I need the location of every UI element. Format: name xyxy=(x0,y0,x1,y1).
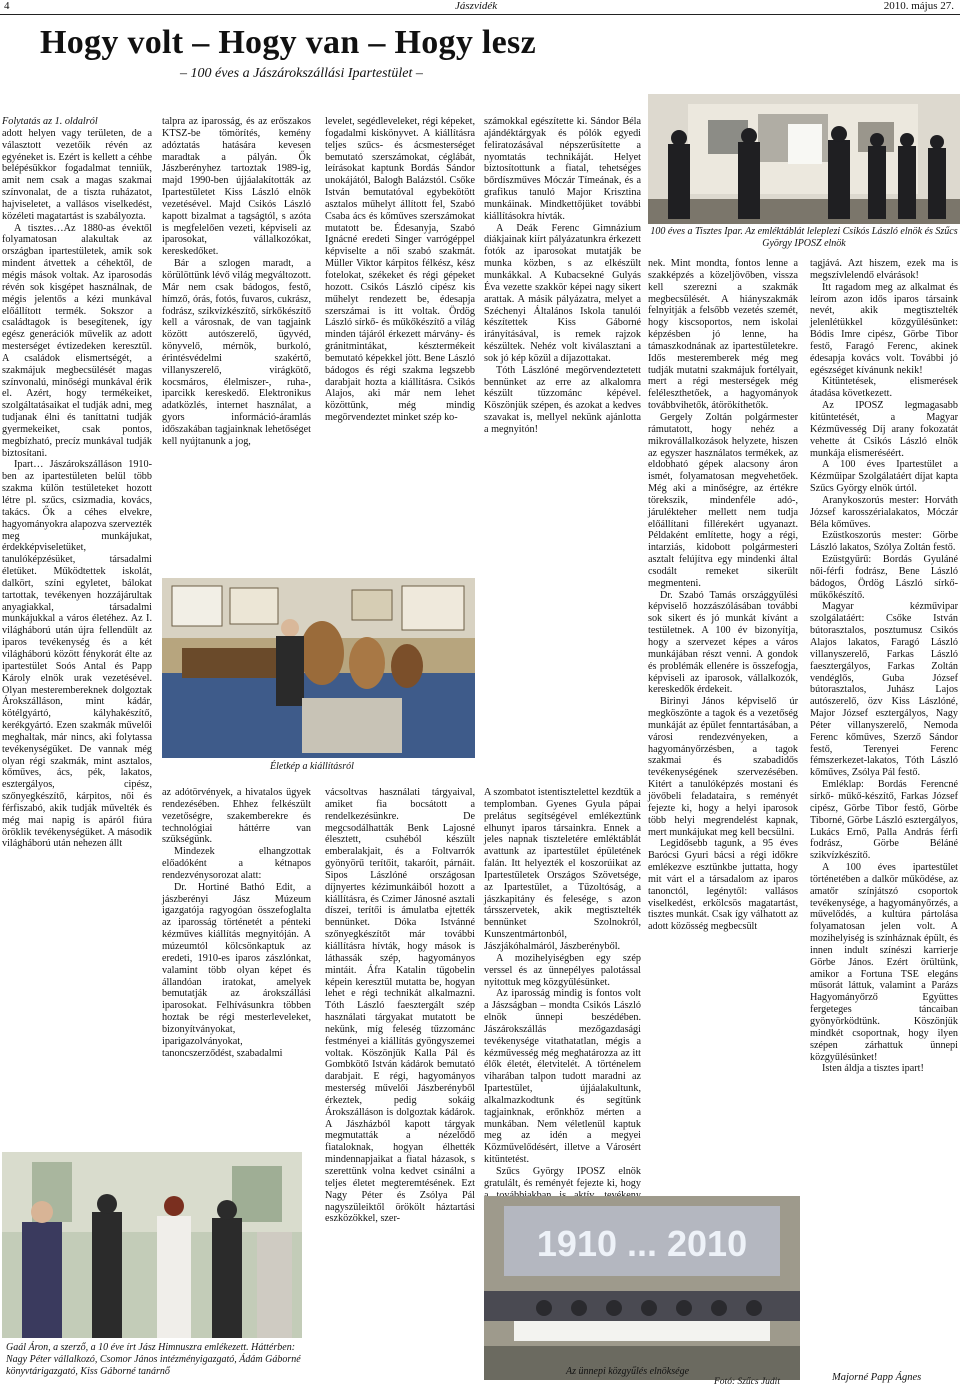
article-column-2b xyxy=(162,787,311,1137)
paragraph: Kitüntetések, elismerések átadása következett. xyxy=(810,376,958,400)
assembly-photo-image xyxy=(484,1196,800,1380)
article-subtitle: – 100 éves a Jászárokszállási Ipartestület – xyxy=(180,66,423,81)
paragraph: Az IPOSZ legmagasabb kitüntetését, a Magyar Kézművesség Díj arany fokozatát vehette át Csikós László elnök munkája elismeréséért. xyxy=(810,400,958,459)
exhibition-caption: Életkép a kiállításról xyxy=(270,761,354,772)
paragraph: nek. Mint mondta, fontos lenne a szakképzés a közeljövőben, vissza kell szerezni a szakmák megbecsülését. A hiányszakmák felnyitják a felsőbb vezetés szemét, hogy kiscsoportos, nem iskolai képzésben jó lenne, ha támaszkodnának az ipartestületekre. Idős mesteremberek még meg tudják mutatni szakmájuk fortélyait, mert a régi mesterségek még feléleszthetőek, a hagyományok továbbvihetők, átörökíthetők. xyxy=(648,258,798,412)
page-header xyxy=(0,0,960,15)
paragraph: A Deák Ferenc Gimnázium diákjainak kiírt pályázatunkra érkezett fotók az iparosokat mutatják be munka közben, s az elkészült munkákkal. A Kubacsekné Gulyás Éva vezette szakkör képei nagy sikert arattak. A másik pályázatra, melyet a Széchenyi Általános Iskola tanulói készítettek Kiss Gáborné irányításával, is remek rajzok készültek. Nehéz volt kiválasztani a sok jó kép közül a díjazottakat. xyxy=(484,222,641,364)
article-title: Hogy volt – Hogy van – Hogy lesz xyxy=(40,24,536,61)
article-author: Majorné Papp Ágnes xyxy=(832,1372,922,1383)
paragraph: Bár a szlogen maradt, a körülöttünk lévő világ megváltozott. Már nem csak bádogos, festő, hímző, órás, fotós, fuvaros, cukrász, fodrász, szikvízkészítő, sírkőkészítő kell a városnak, de van tagjaink között autószerelő, ügyvéd, könyvelő, mérnök, burkoló, érintésvédelmi szakértő, villanyszerelő, virágkötő, kocsmáros, élelmiszer-, ruha-, iparcikk kereskedő. Elektronikus adatközlés, internet használat, a gyors információ-áramlás időszakában tagjainknak lehetőséget kell nyújtanunk a jog, xyxy=(162,258,311,447)
paragraph: A mozihelyiségben egy szép verssel és az ünnepélyes palotással nyitottuk meg közgyűlésünket. xyxy=(484,952,641,988)
paragraph: Szűcs György IPOSZ elnök gratulált, és reményét fejezte ki, hogy xyxy=(484,1166,641,1189)
paragraph: Gergely Zoltán polgármester rámutatott, hogy nehéz a mikrovállalkozások helyzete, hiszen az egyszer használatos termékek, az eldobható gépek alacsony áron ismét, folyamatosan megvehetőek. Még aki a minőségre, az értékre törekszik, mindenféle adó-, járulékteher mellett nem tudja előállítani fillérekért ugyanazt. Példaként említette, hogy a régi, intarziás, kidobott polgármesteri asztalt felújítva egy mindenki által csodált remeket sikerült megmenteni. xyxy=(648,411,798,589)
paragraph: Dr. Hortiné Bathó Edit, a jászberényi Jász Múzeum igazgatója ragyogóan összefoglalta az iparosság történetét a pénteki kézműves kiállítás megnyitóján. A múzeumtól kölcsönkaptuk az eredeti, 1910-es iparos zászlónkat, valamint több olyan képet és állandóan iratokat, amelyek bemutatják az árokszállási iparosokat. Felhívásunkra többen hoztak be régi mesterleveleket, bizonyítványokat, iparigazolványokat, tanoncszerződést, szabadalmi xyxy=(162,881,311,1059)
paragraph: Emléklap: Bordás Ferencné sírkő- műkő-készítő, Farkas József cipész, Görbe Tibor festő, Görbe Tiborné, Görbe László esztergályos, Lukács Ernő, Palla András férfi fodrász, Görbe Béláné szikvízkészítő. xyxy=(810,779,958,862)
paragraph: talpra az iparosság, és az erőszakos KTSZ-be tömörítés, kemény adóztatás hatására kevesen maradtak a pályán. Ők Jászberényhez tartoztak 1989-ig, majd 1990-ben újjáalakították az Ipartestületet Kiss László elnök vezetésével. Majd Csikós László kapott bizalmat a tagságtól, s azóta is megfelelően vezeti, képviseli az iparosokat, vállalkozókat, kereskedőket. xyxy=(162,116,311,258)
article-column-4b xyxy=(484,787,641,1192)
issue-date: 2010. május 27. xyxy=(883,0,954,12)
article-column-2 xyxy=(162,116,311,578)
photo-credit: Fotó: Szűcs Judit xyxy=(714,1377,780,1387)
paragraph: Mindezek elhangzottak előadóként a kétnapos rendezvénysorozat alatt: xyxy=(162,846,311,881)
article-column-3b xyxy=(325,787,475,1382)
paragraph: A 100 éves ipartestület történetében a dalkör működése, az amatőr színjátszó csoportok tevékenysége, a hagyományőrzés, a művelődés, a kultúra pártolása folyamatosan jelen volt. A mozihelyiség is színháznak épült, és innen indult színészi karrierje Görbe János. Ezért örültünk, amikor a Fortuna TSE elegáns műsorát láttuk, valamint a Parázs Hagyományőrző Együttes fergeteges táncaiban gyönyörködtünk. Köszönjük mindkét csoportnak, hogy ilyen szépen zárhattuk ünnepi közgyűlésünket! xyxy=(810,862,958,1063)
paragraph: az adótörvények, a hivatalos ügyek rendezésében. Ehhez felkészült vezetőségre, szakemberekre és technológiai háttérre van szükségünk. xyxy=(162,787,311,846)
banner-text: 1910 ... 2010 xyxy=(536,1223,748,1264)
article-column-4 xyxy=(484,116,641,564)
paragraph: tagjává. Azt hiszem, ezek ma is megszívlelendő elvárások! xyxy=(810,258,958,281)
paragraph: Birinyi János képviselő úr megköszönte a tagok és a vezetőség munkáját az épület fenntartásában, a városi rendezvényeken, a hagyományőrzésben, a tagok szakmai és szabadidős tevékenységének szervezésében. Kitért a tanulóképzés mostani és jövőbeli feladataira, s reményét fejezte ki, hogy a helyi iparosok több helyi megrendelést kapnak, mert munkájukat meg kell becsülni. xyxy=(648,696,798,838)
article-column-6 xyxy=(810,258,958,1386)
paragraph: A szombatot istentisztelettel kezdtük a templomban. Gyenes Gyula pápai prelátus segítségével emlékeztünk elhunyt iparos társainkra. Ennek a jeles napnak tiszteletére emléktáblát avattunk az ipartestület épületének falán. Itt helyezték el koszorúikat az Ipartestületek Országos Szövetsége, az Ipartestület, a Tűzoltóság, a jászkapitány és felesége, s azon társszervetek, akik megtisztelték bennünket Szolnokról, Kunszentmártonból, Jászjákóhalmáról, Jászberényből. xyxy=(484,787,641,952)
paragraph: Ezüstkoszorús mester: Görbe László lakatos, Szólya Zoltán festő. xyxy=(810,530,958,554)
assembly-photo xyxy=(484,1196,800,1380)
paragraph: Ipart… Jászárokszálláson 1910-ben az ipartestületen belül több szakma külön testületeket hozott létre pl. szűcs, csizmadia, kovács, takács. Ők a céhes elvekre, hagyományokra alapozva szervezték meg munkájukat, érdekképviseletüket, tanulóképzésüket, társadalmi életüket. Működtettek iskolát, dalkört, színi egyletet, bálokat tartottak, tevékenyen hozzájárultak anyagiakkal, társadalmi munkájukkal a város életéhez. Az I. világháború után újra fellendült az iparos tevékenység és a két világháború között fénykorát élte az ipartestület Soós Antal és Papp Károly elnök urak vezetésével. Olyan mesterembereknek dolgoztak Árokszálláson, mint kádár, kötélgyártó, kályhakészítő, kerékgyártó. Ezen szakmák művelői meghaltak, már nincs, aki folytassa tevékenységüket. De vannak még olyan régi szakmák, mint asztalos, kőműves, ács, pék, lakatos, esztergályos, cipész, szőnyegkészítő, kárpitos, női és férfiszabó, akik tudják művelték és még mai napig is apáról fiúra öröklik tevékenységüket. A második világháború után nehezen állt xyxy=(2,459,152,850)
plaque-caption: 100 éves a Tisztes Ipar. Az emléktáblát leleplezi Csikós László elnök és Szűcs György IPOSZ elnök xyxy=(650,226,958,249)
paragraph: Legidősebb tagunk, a 95 éves Barócsi Gyuri bácsi a régi időkre emlékezve esztünkbe juttatta, hogy mit várt el a társadalom az iparos tanonctól, legénytől: vallásos viselkedést, erkölcsös magatartást, tisztes munkát. Csak így válhatott az adott közösség megbecsült xyxy=(648,838,798,933)
award-photo-image xyxy=(2,1152,302,1338)
paragraph: A tisztes…Az 1880-as évektől folyamatosan alakultak az országban ipartestületek, amik sok mindent átvettek a céhektől, de mégis mások voltak. Az iparosodás révén sok kisgépet használnak, de mégis jelentős a kézi munkával előállított termék. Sokszor a családtagok is besegítenek, így egész generációk művelik az adott mesterséget évtizedeken keresztül. A családok elismertségét, a szakmájuk megbecsülését magas színvonalú, minőségi munkával érik el. Azért, hogy termékeiket, szolgáltatásaikat el tudják adni, meg tudjanak élni és taníttatni tudják gyermekeiket, csak pontos, megbízható, precíz munkával tudják biztosítani. xyxy=(2,222,152,459)
paragraph: vácsoltvas használati tárgyaival, amiket fia bocsátott a rendelkezésünkre. De megcsodálhatták Benk Lajosné élesztett, csuhéból készült emberalakjait, és a Foltvarrók gyönyörű terítőit, takaróit, párnáit. Sipos Lászlóné országosan díjnyertes kézimunkáiból hozott a kiállításra, és Czimer Jánosné asztali díszei, terítői is ámulatba ejtették bennünket. Dóka Istvánné szőnyegkészítőt már további kiállításra hívták, hogy mások is láthassák szép, hagyományos mintáit. Áfra Katalin tűgobelin képein keresztül mutatta be, hogyan lehet e régi technikát alkalmazni. Tóth László faesztergált szép használati tárgyakat mutatott be nekünk, míg feleség tűzzománc festményei a kiállítás gyöngyszemei voltak. Köszönjük Kalla Pál és Gombkötő István kádárok bemutató darabjait. E régi, hagyományos mesterség művelői Jászberényből érkeztek, pedig sokáig Árokszálláson is dolgoztak kádárok. A Jászházból kapott tárgyak megmutatták a nézelődő fiataloknak, hogyan élhették mindennapjaikat a fiatal házasok, s szerettünk volna kedvet csinálni a teljes életet megteremtésének. Ezt Nagy Péter és Zsólya Pál nagyszüleiktől örökölt háztartási eszközökkel, szer- xyxy=(325,787,475,1225)
award-caption: Gaál Áron, a szerző, a 10 éve írt Jász Himnuszra emlékezett. Háttérben: Nagy Péter vállalkozó, Csomor János intézményigazgató, Ádám Gáborné könyvtárigazgató, Kiss Gáborné tanárnő xyxy=(6,1342,301,1377)
paragraph: Aranykoszorús mester: Horváth József karosszérialakatos, Móczár Béla kőműves. xyxy=(810,494,958,530)
paragraph: A 100 éves Ipartestület a Kézműipar Szolgálatáért díjat kapta Szűcs György elnök úrtól. xyxy=(810,459,958,495)
paragraph: Dr. Szabó Tamás országgyűlési képviselő hozzászólásában további sok sikert és jó munkát kívánt a testületnek. A 100 év bizonyítja, hogy a szervezet képes a város munkájában részt venni. A gondok és problémák ellenére is összefogja, képviseli az iparosok, vállalkozók, kereskedők érdekeit. xyxy=(648,589,798,696)
paragraph: Itt ragadom meg az alkalmat és leírom azon idős iparos társaink nevét, akik megtisztelték jelenlétükkel közgyűlésünket: Bódis Imre cipész, Görbe Tibor festő, Faragó Ferenc, akinek édesapja kovács volt. További jó egészséget kívánunk nekik! xyxy=(810,281,958,376)
exhibition-photo-image xyxy=(162,578,475,758)
plaque-photo-image xyxy=(648,94,960,224)
award-photo xyxy=(2,1152,302,1338)
paragraph: számokkal egészítette ki. Sándor Béla ajándéktárgyak és pólók egyedi feliratozásával népszerűsítette a nyomtatás technikáját. Helyet biztosítottunk a fiatal, tehetséges bőrdíszműves Móczár Tímeának, és a grafikus tanuló Major Krisztina munkáinak. Mindkettőjüket további kiállításokra hívták. xyxy=(484,116,641,222)
paragraph: Tóth Lászlóné megörvendeztetett bennünket az erre az alkalomra készült tűzzománc képével. Köszönjük szépen, és azokat a kedves szavakat is, mellyel nekünk ajánlotta a megnyitón! xyxy=(484,364,641,435)
page-number: 4 xyxy=(4,0,10,12)
article-column-3 xyxy=(325,116,475,564)
paragraph: Magyar kézművipar szolgálatáért: Csőke István bútorasztalos, posztumusz Csikós Alajos lakatos, Faragó László villanyszerelő, Farkas László faesztergályos, Farkas Zoltán vendéglős, Guba József bútorasztalos, Juhász Lajos autószerelő, özv Kiss Lászlóné, Major József esztergályos, Nagy Péter villanyszerelő, Nemoda Ferenc kőműves, Szerző Sándor festő, Terenyei Ferenc fémszerkezet-lakatos, Tóth László kőműves, Zsólya Pál festő. xyxy=(810,601,958,779)
newspaper-name: Jászvidék xyxy=(455,0,498,12)
paragraph: levelet, segédleveleket, régi képeket, fogadalmi kiskönyvet. A kiállításra teljes szűcs- és ácsmesterséget bemutató szerszámokat, céglábát, leírásokat kaptunk Bordás Sándor unokájától, Balogh Balázstól. Csőke István bemutatóval egybekötött asztalos műhelyt állított fel, Szabó Csaba ács és kőműves szerszámokat mutatott be. Édesanyja, Szabó Ignácné eredeti Singer varrógéppel képviselte a női szabó szakmát. Müller Viktor kárpitos félkész, kész fotelokat, székeket és régi gépeket hozott. Csikós László cipész kis műhelyt rendezett be, édesapja szerszámai is itt voltak. Ördög László sírkő- és műkőkészítő a világ minden tájáról érkezett márvány- és gránitmintákat, késztermékeit bemutató képekkel jött. Bene László bádogos és régi szakma legszebb darabjait hozta a kiállításra. Csikós Alajos, aki már nem lehet közöttünk, még mindig megörvendeztet minket szép ko- xyxy=(325,116,475,424)
assembly-caption: Az ünnepi közgyűlés elnöksége xyxy=(566,1366,690,1377)
plaque-unveiling-photo xyxy=(648,94,960,224)
paragraph: adott helyen vagy területen, de a választott vezetőik révén az egyéneket is. Ezért is kellett a céhbe belépésükkor fogadalmat tenniük, amit nem csak a magas szakmai színvonalat, de a tiszta ruházatot, hajviseletet, a vallásos viselkedést, közéleti magatartást is szabályozta. xyxy=(2,127,152,222)
article-column-1 xyxy=(2,116,152,1146)
continuation-note: Folytatás az 1. oldalról xyxy=(2,116,98,127)
paragraph: Isten áldja a tisztes ipart! xyxy=(822,1063,924,1075)
paragraph: Ezüstgyűrű: Bordás Gyuláné női-férfi fodrász, Bene László bádogos, Ördög László sírkő-műkőkészítő. xyxy=(810,554,958,601)
paragraph: Az iparosság mindig is fontos volt a Jászságban – mondta Csikós László elnök ünnepi beszédében. Jászárokszállás mezőgazdasági tevékenysége vitathatatlan, mégis a kézművesség még meghatározza az itt élők életét, életvitelét. A történelem viharában talpon tudott maradni az Ipartestület, újjáalakultunk, alkalmazkodtunk és segítünk tagjainknak, erőnkhöz mérten a munkában. Nem véletlenül kaptuk meg az idén a megyei Közművelődésért, illetve a Városért kitüntetést. xyxy=(484,988,641,1166)
exhibition-photo xyxy=(162,578,475,758)
